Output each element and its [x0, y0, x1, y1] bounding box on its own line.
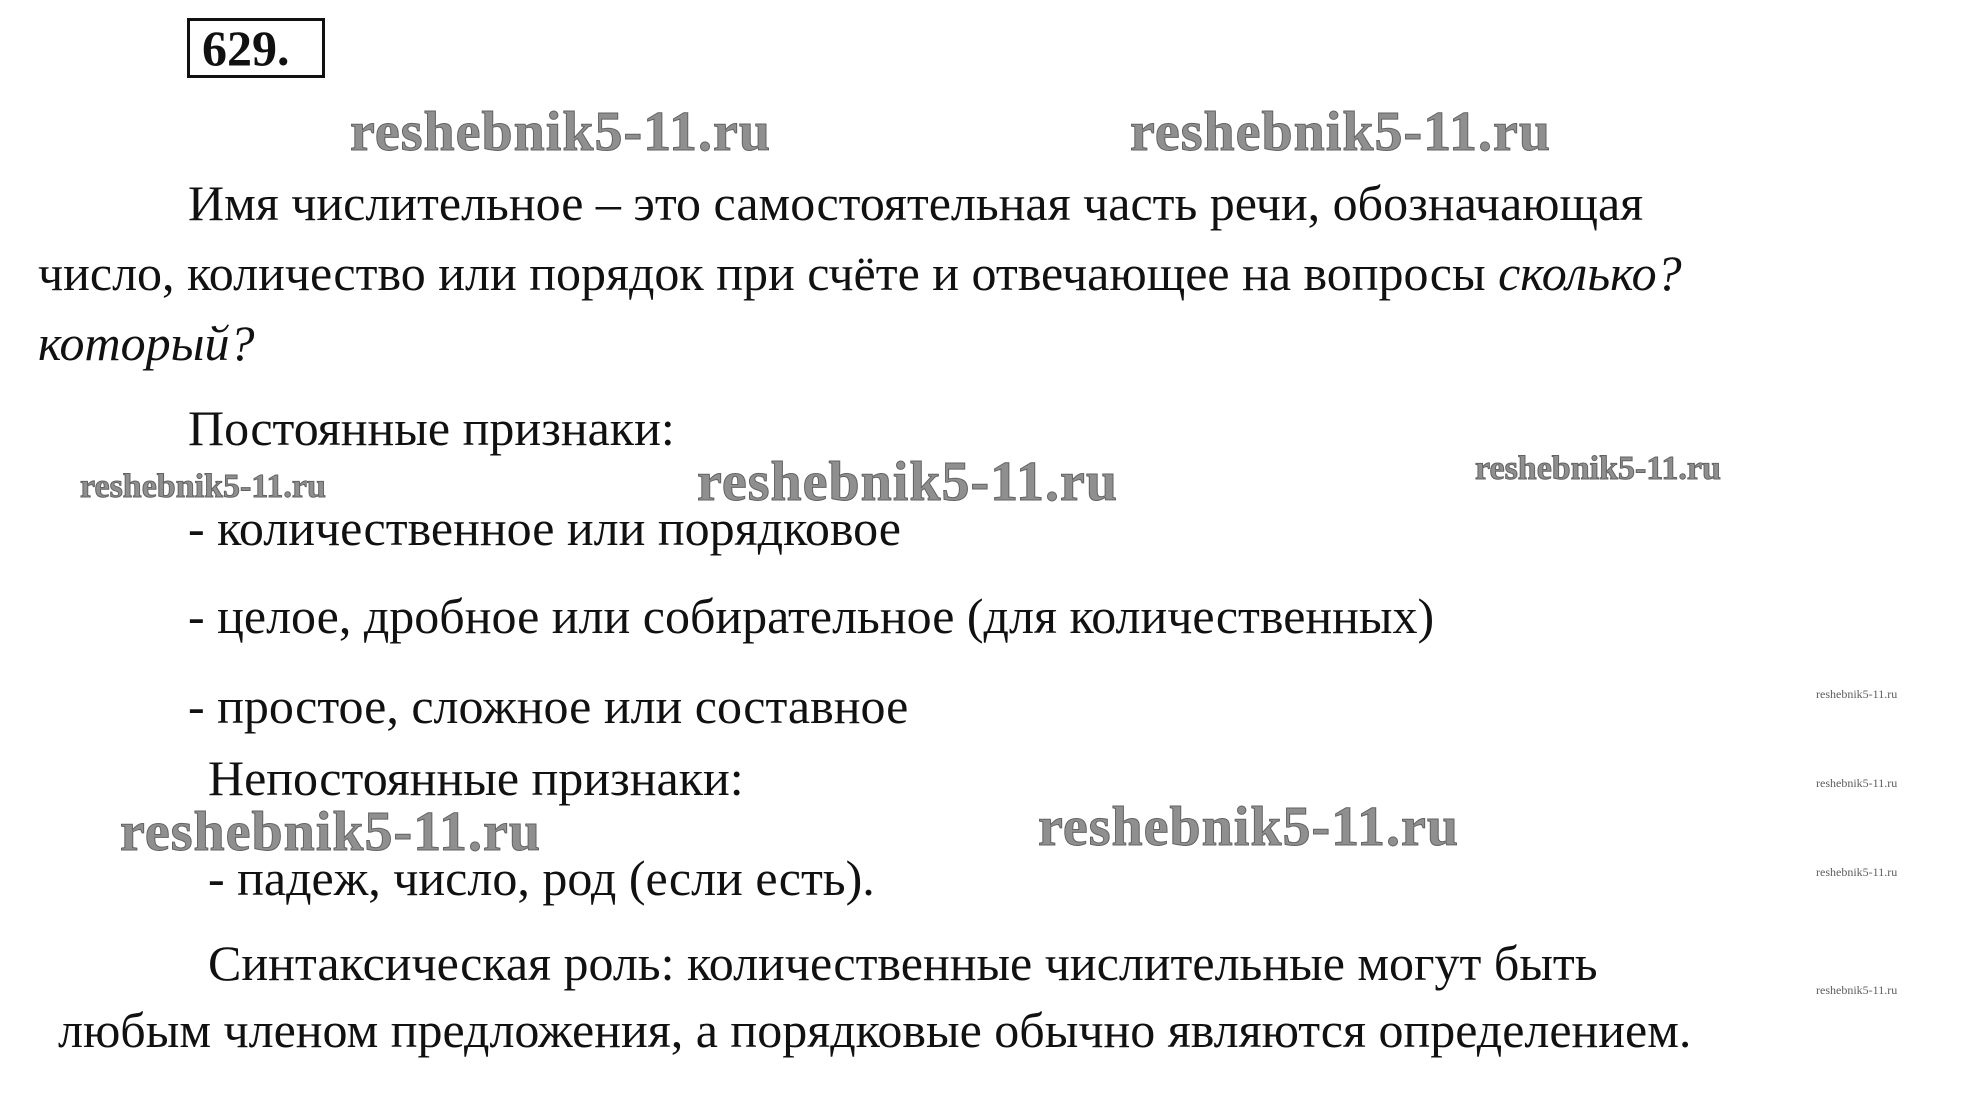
watermark: reshebnik5-11.ru — [1816, 776, 1898, 790]
definition-line-2-text: число, количество или порядок при счёте и отвечающее на вопросы — [38, 245, 1499, 301]
watermark: reshebnik5-11.ru — [120, 801, 542, 863]
watermark: reshebnik5-11.ru — [1130, 101, 1552, 163]
constant-feature-item: - целое, дробное или собирательное (для количественных) — [188, 588, 1435, 644]
definition-line-2 — [38, 245, 1682, 301]
exercise-number: 629. — [187, 18, 325, 78]
definition-line-1: Имя числительное – это самостоятельная часть речи, обозначающая — [188, 175, 1644, 231]
question-kotoryi: который? — [38, 315, 255, 371]
watermark: reshebnik5-11.ru — [350, 101, 772, 163]
watermark: reshebnik5-11.ru — [1816, 865, 1898, 879]
constant-features-heading: Постоянные признаки: — [188, 400, 675, 456]
syntax-line-2: любым членом предложения, а порядковые обычно являются определением. — [58, 1002, 1692, 1058]
watermark: reshebnik5-11.ru — [1816, 687, 1898, 701]
constant-feature-item: - количественное или порядковое — [188, 500, 901, 556]
watermark: reshebnik5-11.ru — [1038, 796, 1460, 858]
variable-features-heading: Непостоянные признаки: — [208, 750, 744, 806]
variable-feature-item: - падеж, число, род (если есть). — [208, 850, 875, 906]
constant-feature-item: - простое, сложное или составное — [188, 678, 909, 734]
watermark: reshebnik5-11.ru — [1475, 450, 1721, 487]
watermark: reshebnik5-11.ru — [80, 468, 326, 505]
syntax-line-1: Синтаксическая роль: количественные числительные могут быть — [208, 935, 1598, 991]
watermark: reshebnik5-11.ru — [697, 451, 1119, 513]
watermark: reshebnik5-11.ru — [1816, 983, 1898, 997]
question-sколько: сколько? — [1498, 245, 1682, 301]
